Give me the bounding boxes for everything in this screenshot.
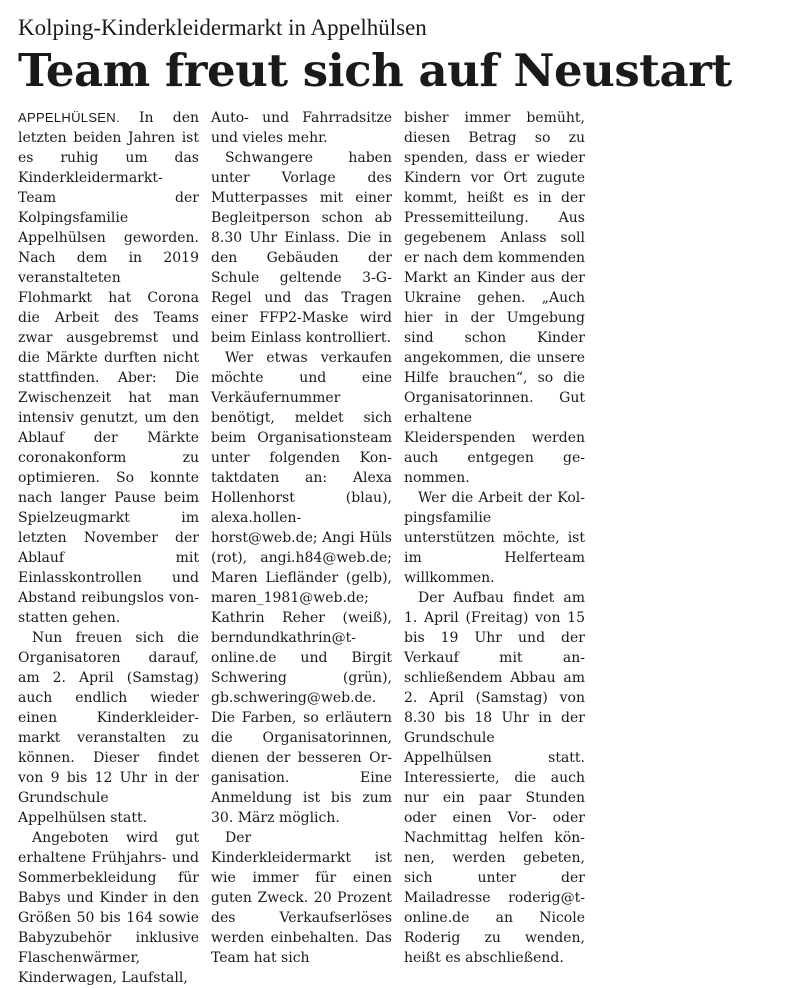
paragraph: Wer etwas verkaufen möchte und eine Verkäufernummer benötigt, meldet sich beim Organisationsteam unter folgenden Kontaktdaten an: Alexa Hollenhorst (blau), alexa.hollenhorst@web.de; Angi Hüls (rot), angi.h84@web.de; Maren Liefländer (gelb), maren_1981@web.de; Kathrin Reher (weiß), berndundkathrin@t-online.de und Birgit Schwering (grün), gb.schwering@web.de. Die Farben, so erläutern die Organisatorinnen, dienen der besseren Organisation. Eine Anmeldung ist bis zum 30. März möglich. bbox=[211, 350, 392, 826]
paragraph: APPELHÜLSEN. In den letzten beiden Jahren ist es ruhig um das Kinderkleidermarkt-Team der Kolpingsfamilie Appelhülsen geworden. Nach dem in 2019 veranstalteten Flohmarkt hat Corona die Arbeit des Teams zwar ausgebremst und die Märkte durften nicht stattfinden. Aber: Die Zwischenzeit hat man intensiv genutzt, um den Ablauf der Märkte coronakonform zu optimieren. So konnte nach langer Pause beim Spielzeugmarkt im letzten November der Ablauf mit Einlasskontrollen und Abstand reibungslos vonstatten gehen. bbox=[18, 110, 199, 626]
paragraph: Schwangere haben unter Vorlage des Mutterpasses mit einer Begleitperson schon ab 8.30 Uhr Einlass. Die in den Gebäuden der Schule geltende 3-G-Regel und das Tragen einer FFP2-Maske wird beim Einlass kontrolliert. bbox=[211, 150, 392, 346]
paragraph: Angeboten wird gut erhaltene Frühjahrs- und Sommerbekleidung für Babys und Kinder in den Größen 50 bis 164 sowie Babyzubehör inklusive Flaschenwärmer, Kinderwagen, Laufstall, bbox=[18, 830, 199, 986]
dateline: APPELHÜLSEN. bbox=[18, 110, 120, 125]
paragraph: Wer die Arbeit der Kolpingsfamilie unterstützen möchte, ist im Helferteam willkommen. bbox=[404, 490, 585, 586]
paragraph: Der Aufbau findet am 1. April (Freitag) von 15 bis 19 Uhr und der Verkauf mit anschließendem Abbau am 2. April (Samstag) von 8.30 bis 18 Uhr in der Grundschule Appelhülsen statt. Interessierte, die auch nur ein paar Stunden oder einen Vor- oder Nachmittag helfen können, werden gebeten, sich unter der Mailadresse roderig@t-online.de an Nicole Roderig zu wenden, heißt es abschließend. bbox=[404, 590, 585, 966]
article-kicker: Kolping-Kinderkleidermarkt in Appelhülsen bbox=[18, 15, 427, 40]
paragraph: Der Kinderkleidermarkt ist wie immer für einen guten Zweck. 20 Prozent des Verkaufserlöses werden einbehalten. Das Team hat sich bbox=[211, 830, 392, 966]
paragraph: Nun freuen sich die Organisatoren darauf, am 2. April (Samstag) auch endlich wieder einen Kinderkleidermarkt veranstalten zu können. Dieser findet von 9 bis 12 Uhr in der Grundschule Appelhülsen statt. bbox=[18, 630, 199, 826]
article-headline: Team freut sich auf Neustart bbox=[18, 44, 732, 97]
column-1 bbox=[18, 108, 199, 986]
paragraph: Auto- und Fahrradsitze und vieles mehr. bbox=[211, 110, 392, 146]
column-2 bbox=[211, 108, 392, 966]
article-body bbox=[18, 108, 788, 986]
paragraph: bisher immer bemüht, diesen Betrag so zu spenden, dass er wieder Kindern vor Ort zugute kommt, heißt es in der Pressemitteilung. Aus gegebenem Anlass soll er nach dem kommenden Markt an Kinder aus der Ukraine gehen. „Auch hier in der Umgebung sind schon Kinder angekommen, die unsere Hilfe brauchen“, so die Organisatorinnen. Gut erhaltene Kleiderspenden werden auch entgegen genommen. bbox=[404, 110, 585, 486]
column-3 bbox=[404, 108, 585, 966]
